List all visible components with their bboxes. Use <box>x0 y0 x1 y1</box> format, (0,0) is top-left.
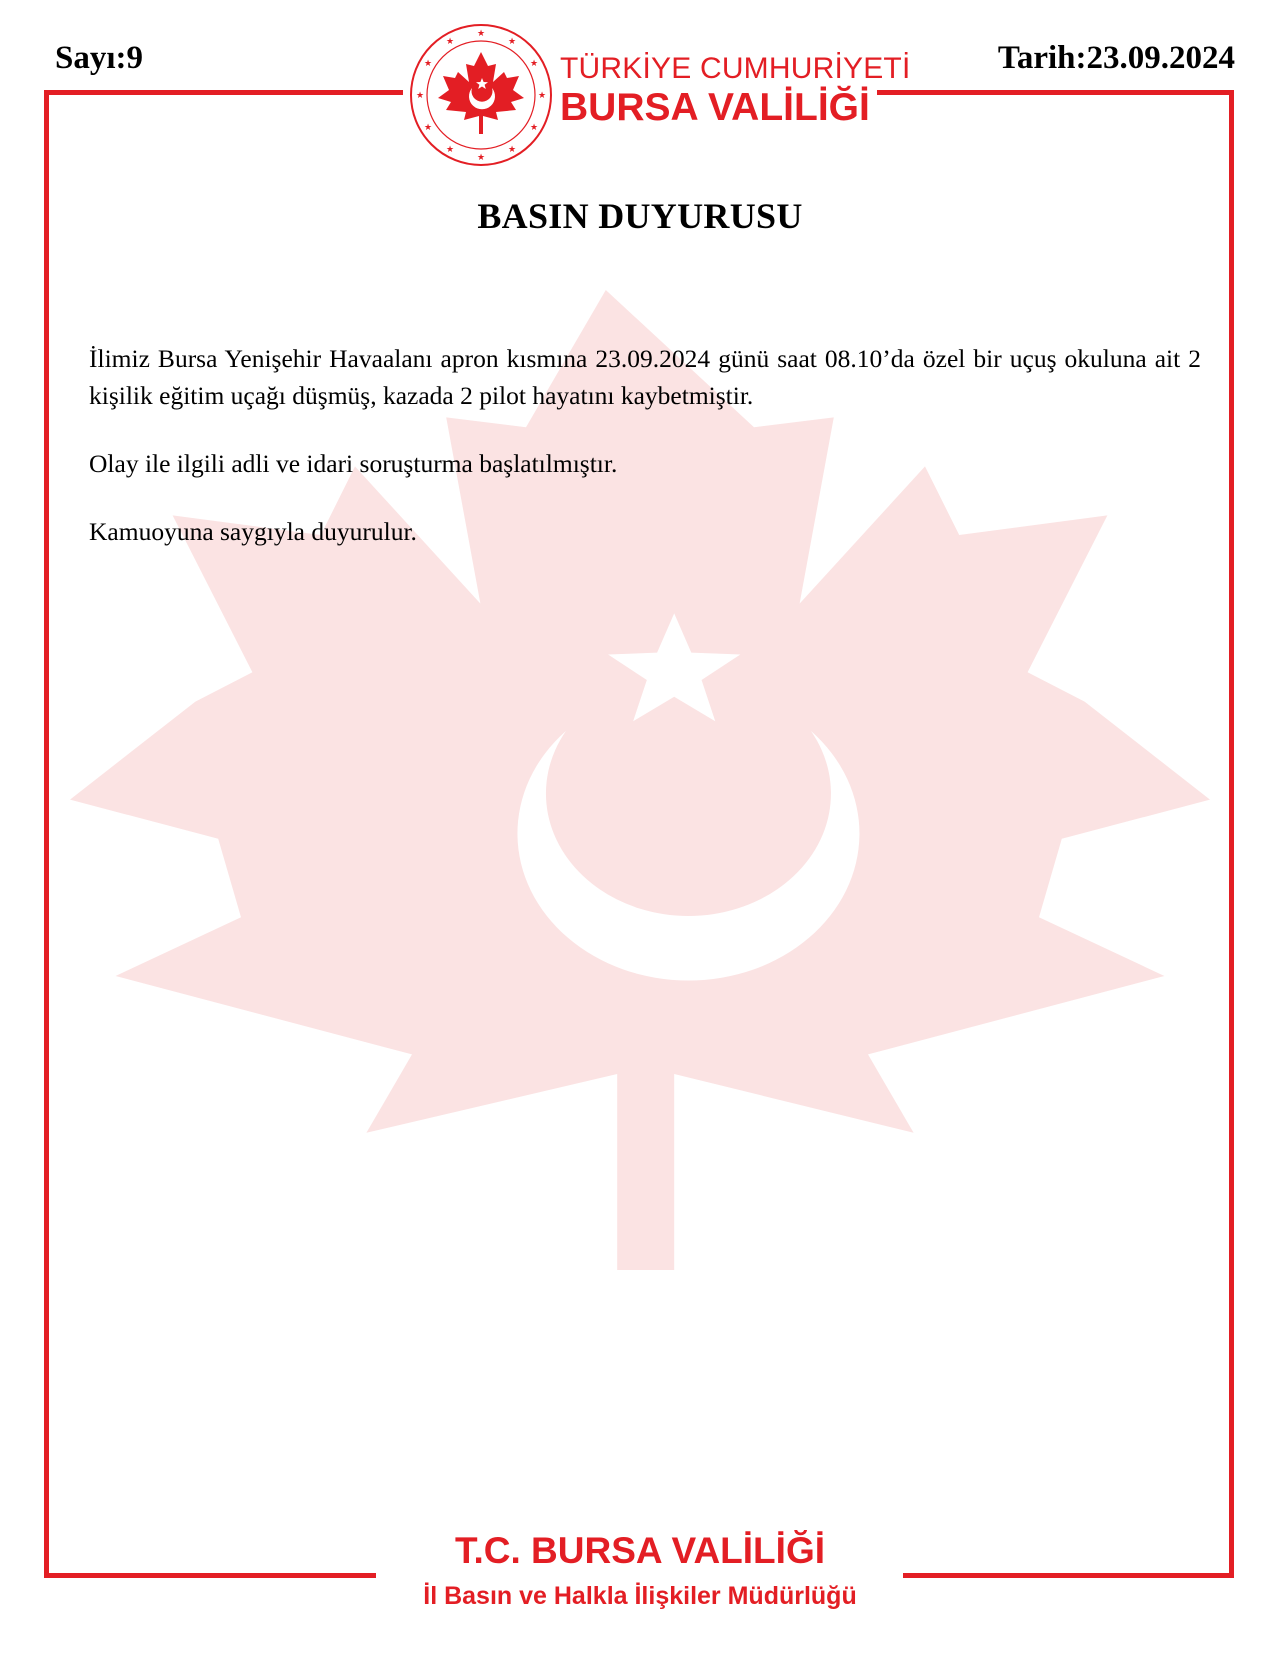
institution-name-line1: TÜRKİYE CUMHURİYETİ <box>560 52 911 85</box>
document-number: Sayı:9 <box>55 40 144 76</box>
svg-text:★: ★ <box>423 59 433 69</box>
svg-text:★: ★ <box>507 145 517 155</box>
paragraph-2: Olay ile ilgili adli ve idari soruşturma başlatılmıştır. <box>89 449 618 478</box>
paragraph-1: İlimiz Bursa Yenişehir Havaalanı apron kısmına 23.09.2024 günü saat 08.10’da özel bir uçuş okuluna ait 2 kişilik eğitim uçağı düşmüş, kazada 2 pilot hayatını kaybetmiştir. <box>89 344 1201 410</box>
document-date: Tarih:23.09.2024 <box>997 40 1235 76</box>
svg-text:★: ★ <box>529 123 539 133</box>
announcement-body <box>89 340 1201 581</box>
document-frame <box>44 90 1234 1578</box>
svg-text:★: ★ <box>415 91 425 101</box>
svg-text:★: ★ <box>537 91 547 101</box>
footer-institution: T.C. BURSA VALİLİĞİ <box>455 1530 825 1571</box>
institution-name-line2: BURSA VALİLİĞİ <box>560 86 870 129</box>
svg-text:★: ★ <box>529 59 539 69</box>
svg-text:★: ★ <box>445 37 455 47</box>
svg-text:★: ★ <box>423 123 433 133</box>
page-title: BASIN DUYURUSU <box>477 196 803 236</box>
paragraph-3: Kamuoyuna saygıyla duyurulur. <box>89 517 417 546</box>
svg-text:★: ★ <box>476 29 486 39</box>
svg-text:★: ★ <box>445 145 455 155</box>
maple-leaf-seal-icon <box>408 22 554 168</box>
svg-text:★: ★ <box>507 37 517 47</box>
footer-department: İl Basın ve Halkla İlişkiler Müdürlüğü <box>423 1582 857 1610</box>
svg-text:★: ★ <box>476 153 486 163</box>
